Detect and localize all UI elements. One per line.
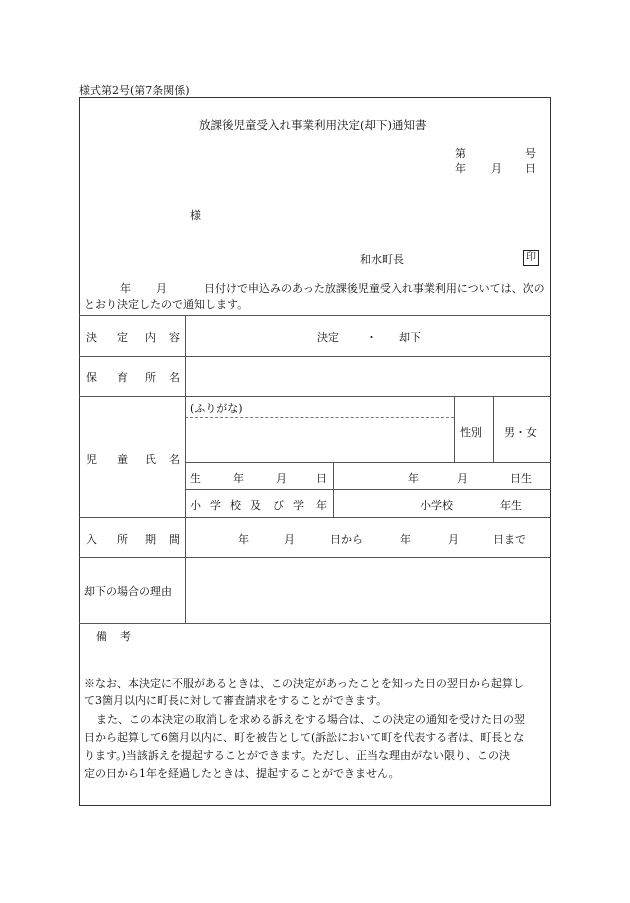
intro-line2: とおり決定したので通知します。 bbox=[84, 298, 249, 311]
reason-field[interactable] bbox=[190, 561, 545, 619]
remarks-para1-line1: ※なお、本決定に不服があるときは、この決定があったことを知った日の翌日から起算し bbox=[84, 677, 524, 690]
intro-year: 年 bbox=[120, 282, 131, 295]
number-go: 号 bbox=[525, 147, 536, 160]
facility-label-1: 保 bbox=[86, 371, 97, 384]
period-from-day[interactable]: 日から bbox=[330, 533, 363, 546]
remarks-label-1: 備 bbox=[96, 630, 107, 643]
decision-option-reject[interactable]: 却下 bbox=[399, 331, 421, 344]
decision-label-4: 容 bbox=[169, 331, 180, 344]
decision-option-approve[interactable]: 決定 bbox=[317, 331, 339, 344]
school-label-2: 学 bbox=[210, 499, 221, 512]
child-label-4: 名 bbox=[169, 453, 180, 466]
sex-value-divider bbox=[493, 396, 494, 462]
row-divider bbox=[79, 623, 551, 624]
period-label-2: 所 bbox=[117, 533, 128, 546]
remarks-para2-line2: 日から起算して6箇月以内に、町を被告として(訴訟において町を代表する者は、町長とな bbox=[84, 731, 525, 744]
row-divider bbox=[79, 396, 551, 397]
child-name-field[interactable] bbox=[190, 421, 450, 459]
school-grade[interactable]: 年生 bbox=[500, 499, 522, 512]
sex-label: 性別 bbox=[460, 426, 482, 439]
school-label-4: 及 bbox=[250, 499, 261, 512]
school-label-1: 小 bbox=[190, 499, 201, 512]
facility-label-2: 育 bbox=[117, 371, 128, 384]
period-from-year[interactable]: 年 bbox=[238, 533, 249, 546]
birth-day[interactable]: 日生 bbox=[510, 472, 532, 485]
remarks-para2-line3: ります。)当該訴えを提起することができます。ただし、正当な理由がない限り、この決 bbox=[84, 749, 511, 762]
intro-month: 月 bbox=[156, 282, 167, 295]
decision-label-3: 内 bbox=[145, 331, 156, 344]
remarks-para2-line4: 定の日から1年を経過したときは、提起することができません。 bbox=[84, 767, 400, 780]
period-label-4: 間 bbox=[169, 533, 180, 546]
birth-label-1: 生 bbox=[190, 472, 201, 485]
row-divider bbox=[79, 557, 551, 558]
sex-column-divider bbox=[454, 396, 455, 462]
birth-year[interactable]: 年 bbox=[408, 472, 419, 485]
remarks-para2-line1: また、この本決定の取消しを求める訴えをする場合は、この決定の通知を受けた日の翌 bbox=[96, 713, 525, 726]
period-to-year[interactable]: 年 bbox=[400, 533, 411, 546]
birth-label-3: 月 bbox=[276, 472, 287, 485]
child-label-3: 氏 bbox=[145, 453, 156, 466]
row-divider bbox=[185, 462, 551, 463]
intro-line1: 日付けで申込みのあった放課後児童受入れ事業利用については、次の bbox=[204, 282, 545, 295]
date-day: 日 bbox=[525, 162, 536, 175]
addressee-suffix: 様 bbox=[190, 209, 201, 222]
date-year: 年 bbox=[455, 162, 466, 175]
birth-month[interactable]: 月 bbox=[457, 472, 468, 485]
row-divider bbox=[79, 517, 551, 518]
period-label-3: 期 bbox=[145, 533, 156, 546]
decision-label-1: 決 bbox=[86, 331, 97, 344]
decision-separator: ・ bbox=[366, 331, 377, 344]
school-name[interactable]: 小学校 bbox=[420, 499, 453, 512]
birth-label-4: 日 bbox=[316, 472, 327, 485]
form-number-label: 様式第2号(第7条関係) bbox=[79, 84, 190, 97]
reason-label: 却下の場合の理由 bbox=[84, 585, 172, 598]
document-title: 放課後児童受入れ事業利用決定(却下)通知書 bbox=[199, 118, 427, 132]
birth-column-divider bbox=[333, 462, 334, 517]
row-divider bbox=[185, 489, 551, 490]
facility-label-3: 所 bbox=[145, 371, 156, 384]
facility-label-4: 名 bbox=[169, 371, 180, 384]
period-label-1: 入 bbox=[86, 533, 97, 546]
birth-label-2: 年 bbox=[233, 472, 244, 485]
facility-name-field[interactable] bbox=[190, 360, 545, 392]
number-dai: 第 bbox=[455, 147, 466, 160]
remarks-para1-line2: て3箇月以内に町長に対して審査請求をすることができます。 bbox=[84, 694, 388, 707]
row-divider bbox=[79, 315, 551, 316]
label-column-divider bbox=[185, 315, 186, 623]
school-label-5: び bbox=[273, 499, 284, 512]
date-month: 月 bbox=[491, 162, 502, 175]
furigana-label: (ふりがな) bbox=[190, 402, 243, 415]
school-label-6: 学 bbox=[293, 499, 304, 512]
sex-options[interactable]: 男・女 bbox=[504, 426, 537, 439]
remarks-label-2: 考 bbox=[120, 630, 131, 643]
child-label-1: 児 bbox=[86, 453, 97, 466]
period-from-month[interactable]: 月 bbox=[284, 533, 295, 546]
period-to-month[interactable]: 月 bbox=[448, 533, 459, 546]
seal-mark: 印 bbox=[523, 250, 539, 266]
row-divider bbox=[79, 356, 551, 357]
decision-label-2: 定 bbox=[117, 331, 128, 344]
school-label-3: 校 bbox=[230, 499, 241, 512]
school-label-7: 年 bbox=[316, 499, 327, 512]
furigana-divider bbox=[185, 417, 454, 418]
issuer-name: 和水町長 bbox=[360, 253, 404, 266]
period-to-day[interactable]: 日まで bbox=[493, 533, 526, 546]
child-label-2: 童 bbox=[117, 453, 128, 466]
